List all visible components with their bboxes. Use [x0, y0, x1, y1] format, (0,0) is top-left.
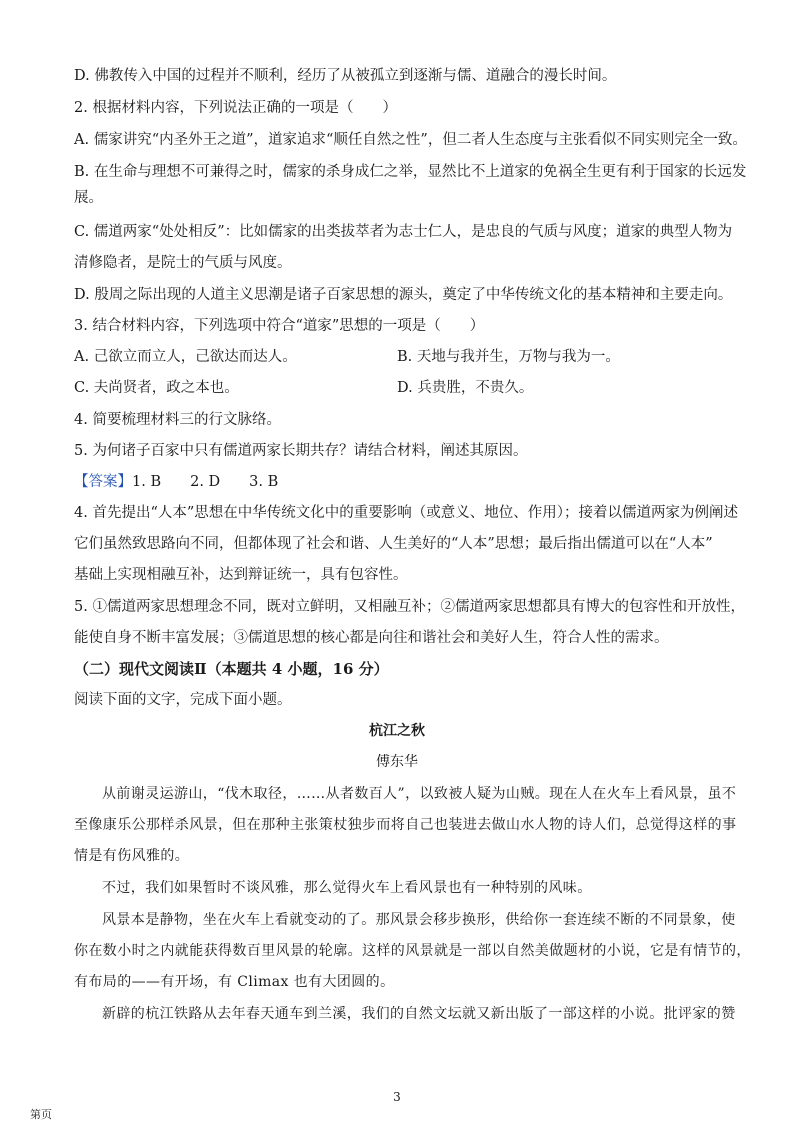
q3-option-b: B. 天地与我并生，万物与我为一。 — [397, 349, 620, 365]
option-line: 展。 — [74, 190, 103, 206]
q3-option-d: D. 兵贵胜，不贵久。 — [397, 380, 534, 396]
option-line: 清修隐者，是院士的气质与风度。 — [74, 255, 292, 271]
question-line: 3. 结合材料内容，下列选项中符合“道家”思想的一项是（ ） — [74, 318, 485, 334]
article-title: 杭江之秋 — [369, 723, 425, 739]
answer-line: 基础上实现相融互补，达到辩证统一，具有包容性。 — [74, 567, 408, 583]
article-line: 新辟的杭江铁路从去年春天通车到兰溪，我们的自然文坛就又新出版了一部这样的小说。批评家的赞 — [102, 1006, 736, 1022]
section-title: （二）现代文阅读Ⅱ（本题共 4 小题，16 分） — [74, 660, 389, 678]
option-line: A. 儒家讲究“内圣外王之道”，道家追求“顺任自然之性”，但二者人生态度与主张看似不同实则完全一致。 — [74, 132, 747, 148]
q3-option-a: A. 己欲立而立人，己欲达而达人。 — [74, 349, 297, 365]
article-line: 你在数小时之内就能获得数百里风景的轮廓。这样的风景就是一部以自然美做题材的小说，它是有情节的， — [74, 943, 751, 959]
answer-line: 5. ①儒道两家思想理念不同，既对立鲜明，又相融互补；②儒道两家思想都具有博大的包容性和开放性， — [74, 599, 745, 615]
footer-text: 第页 — [30, 1108, 52, 1121]
question-line: 2. 根据材料内容，下列说法正确的一项是（ ） — [74, 100, 397, 116]
article-line: 有布局的——有开场，有 Climax 也有大团圆的。 — [74, 974, 395, 990]
article-line: 不过，我们如果暂时不谈风雅，那么觉得火车上看风景也有一种特别的风味。 — [102, 880, 592, 896]
q3-option-c: C. 夫尚贤者，政之本也。 — [74, 380, 239, 396]
answer-line: 4. 首先提出“人本”思想在中华传统文化中的重要影响（或意义、地位、作用）；接着以儒道两家为例阐述 — [74, 505, 739, 521]
article-line: 情是有伤风雅的。 — [74, 848, 190, 864]
article-line: 至像康乐公那样杀风景，但在那种主张策杖独步而将自己也装进去做山水人物的诗人们，总觉得这样的事 — [74, 817, 737, 833]
article-author: 傅东华 — [376, 754, 418, 770]
answer-tag: 【答案】 — [74, 474, 132, 490]
article-line: 风景本是静物，坐在火车上看就变动的了。那风景会移步换形，供给你一套连续不断的不同景象，使 — [102, 912, 736, 928]
option-line: B. 在生命与理想不可兼得之时，儒家的杀身成仁之举，显然比不上道家的免祸全生更有利于国家的长远发 — [74, 164, 747, 180]
answer-line: 能使自身不断丰富发展；③儒道思想的核心都是向往和谐社会和美好人生，符合人性的需求。 — [74, 630, 669, 646]
instruction: 阅读下面的文字，完成下面小题。 — [74, 692, 292, 708]
answer-line — [74, 472, 278, 492]
option-line: D. 殷周之际出现的人道主义思潮是诸子百家思想的源头，奠定了中华传统文化的基本精神和主要走向。 — [74, 287, 733, 303]
page-number: 3 — [393, 1090, 401, 1104]
option-line: C. 儒道两家“处处相反”：比如儒家的出类拔萃者为志士仁人，是忠良的气质与风度；道家的典型人物为 — [74, 224, 733, 240]
question-line: 5. 为何诸子百家中只有儒道两家长期共存？请结合材料，阐述其原因。 — [74, 443, 528, 459]
answer-text: 1. B 2. D 3. B — [132, 474, 279, 490]
question-line: 4. 简要梳理材料三的行文脉络。 — [74, 412, 281, 428]
option-line: D. 佛教传入中国的过程并不顺利，经历了从被孤立到逐渐与儒、道融合的漫长时间。 — [74, 68, 617, 84]
article-line: 从前谢灵运游山，“伐木取径，……从者数百人”，以致被人疑为山贼。现在人在火车上看风景，虽不 — [102, 786, 737, 802]
answer-line: 它们虽然致思路向不同，但都体现了社会和谐、人生美好的“人本”思想；最后指出儒道可以在“人本” — [74, 536, 713, 552]
